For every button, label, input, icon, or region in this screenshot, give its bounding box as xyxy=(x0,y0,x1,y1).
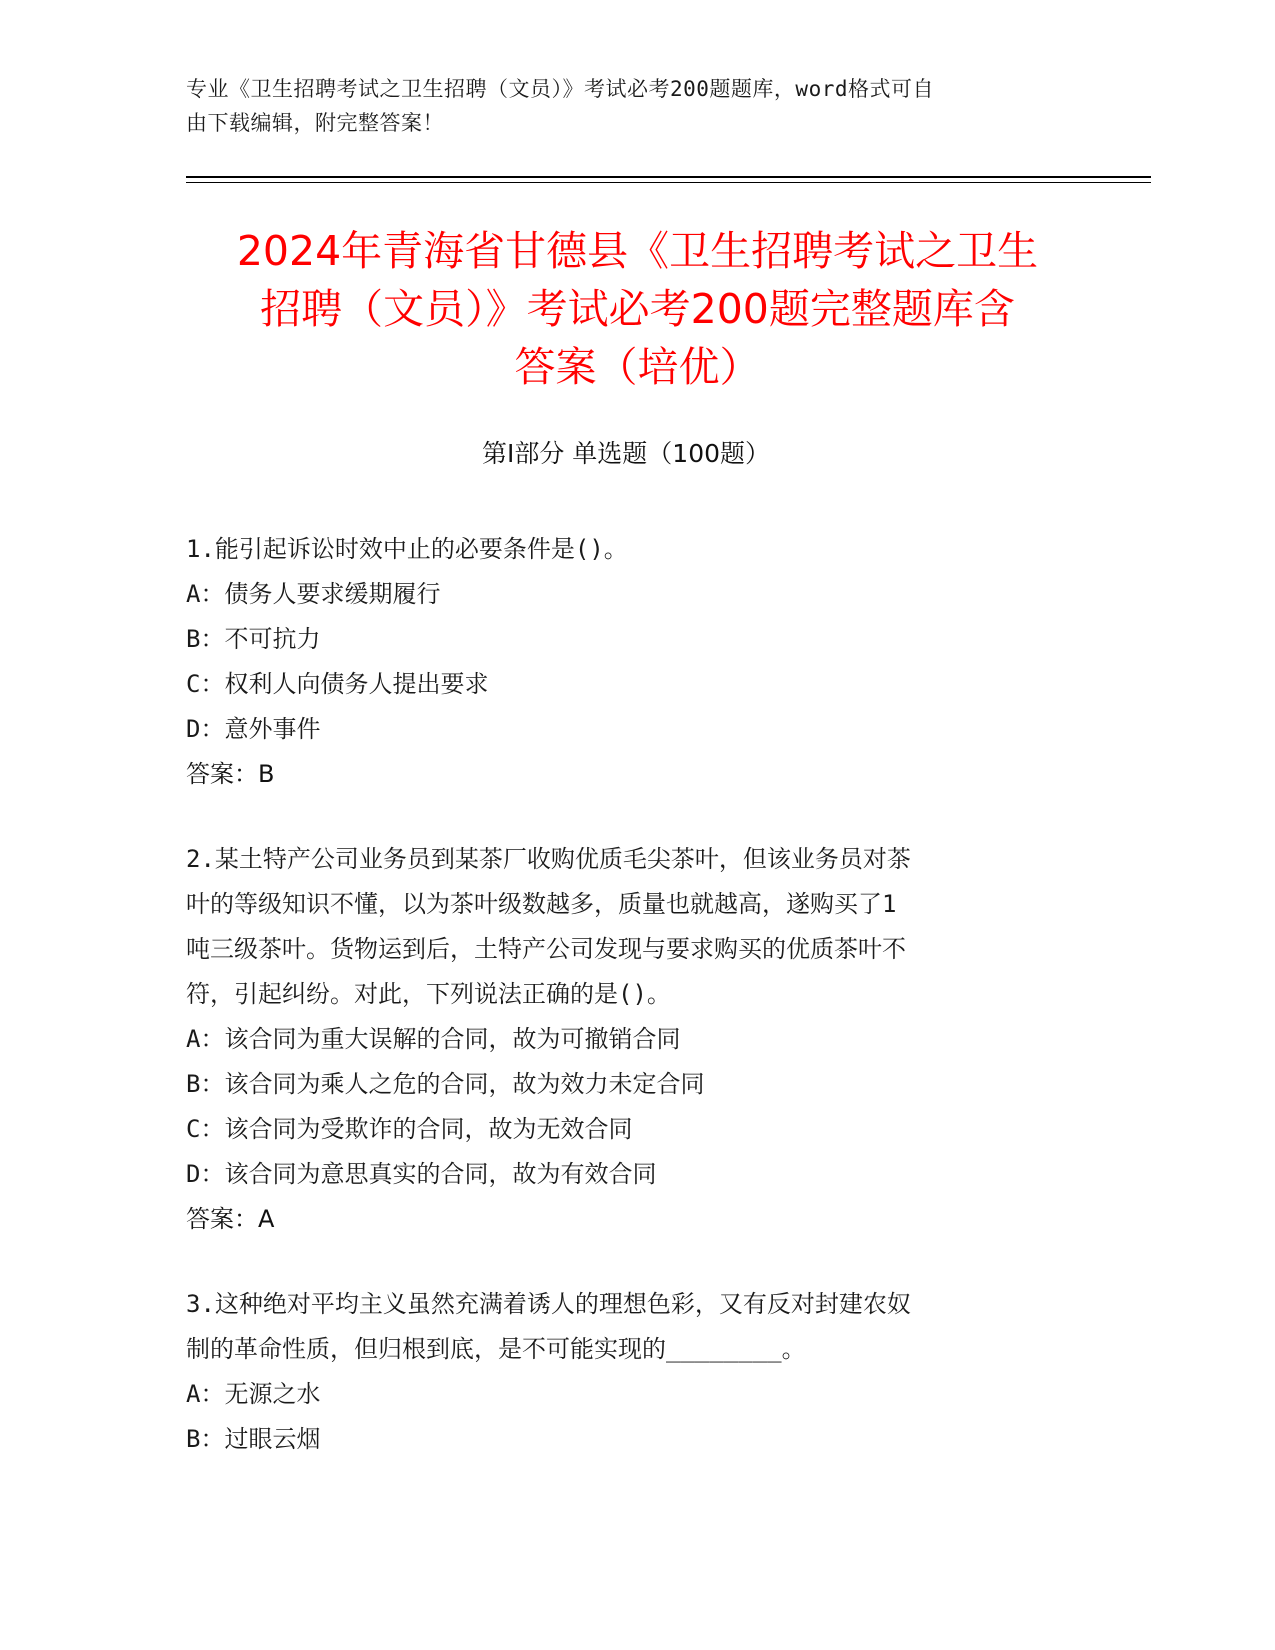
question-item xyxy=(186,837,1066,1242)
header-note xyxy=(186,72,1066,140)
header-rule-thin xyxy=(186,182,1151,183)
option-d: D：意外事件 xyxy=(186,715,321,743)
question-item xyxy=(186,1282,1066,1462)
question-item xyxy=(186,527,1066,797)
document-title-line: 2024年青海省甘德县《卫生招聘考试之卫生 xyxy=(236,227,1039,275)
option-c: C：权利人向债务人提出要求 xyxy=(186,670,489,698)
section-heading: 第Ⅰ部分 单选题（100题） xyxy=(481,439,771,468)
question-stem: 3.这种绝对平均主义虽然充满着诱人的理想色彩，又有反对封建农奴 xyxy=(186,1290,911,1318)
question-stem: 吨三级茶叶。货物运到后，土特产公司发现与要求购买的优质茶叶不 xyxy=(186,935,906,963)
document-title xyxy=(150,222,1125,396)
option-d: D：该合同为意思真实的合同，故为有效合同 xyxy=(186,1160,657,1188)
option-c: C：该合同为受欺诈的合同，故为无效合同 xyxy=(186,1115,633,1143)
question-stem: 1.能引起诉讼时效中止的必要条件是()。 xyxy=(186,535,628,563)
header-note-line: 由下载编辑，附完整答案！ xyxy=(186,111,444,135)
option-a: A：债务人要求缓期履行 xyxy=(186,580,441,608)
question-stem: 2.某土特产公司业务员到某茶厂收购优质毛尖茶叶，但该业务员对茶 xyxy=(186,845,911,873)
answer-line: 答案：B xyxy=(186,760,275,788)
option-a: A：该合同为重大误解的合同，故为可撤销合同 xyxy=(186,1025,681,1053)
option-b: B：过眼云烟 xyxy=(186,1425,321,1453)
question-stem: 制的革命性质，但归根到底，是不可能实现的________。 xyxy=(186,1335,806,1363)
document-title-line: 答案（培优） xyxy=(514,343,761,391)
question-list xyxy=(186,527,1066,1502)
option-b: B：不可抗力 xyxy=(186,625,321,653)
option-b: B：该合同为乘人之危的合同，故为效力未定合同 xyxy=(186,1070,705,1098)
answer-line: 答案：A xyxy=(186,1205,275,1233)
header-rule xyxy=(186,176,1151,178)
question-stem: 叶的等级知识不懂，以为茶叶级数越多，质量也就越高，遂购买了1 xyxy=(186,890,897,918)
option-a: A：无源之水 xyxy=(186,1380,321,1408)
header-note-line: 专业《卫生招聘考试之卫生招聘（文员）》考试必考200题题库，word格式可自 xyxy=(186,77,934,101)
document-title-line: 招聘（文员）》考试必考200题完整题库含 xyxy=(260,285,1015,333)
question-stem: 符，引起纠纷。对此，下列说法正确的是()。 xyxy=(186,980,671,1008)
